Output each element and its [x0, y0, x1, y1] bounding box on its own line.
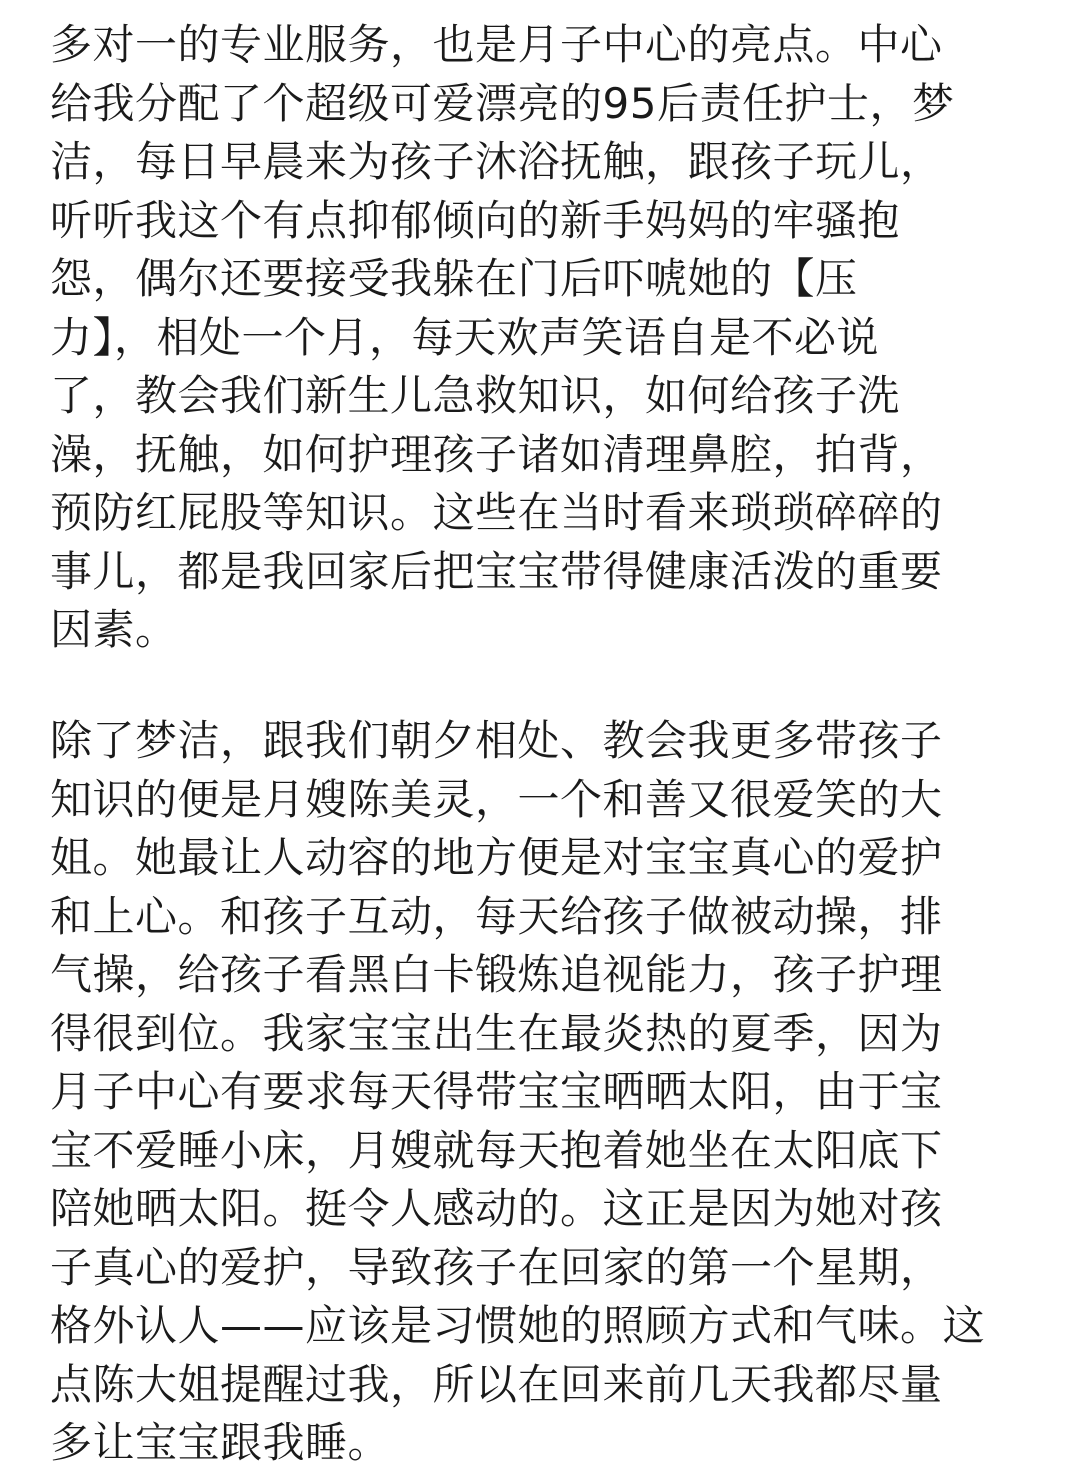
- text-line: 多让宝宝跟我睡。: [50, 1418, 391, 1467]
- text-line: 格外认人——应该是习惯她的照顾方式和气味。这: [50, 1301, 986, 1350]
- text-line: 因素。: [50, 605, 178, 654]
- text-line: 预防红屁股等知识。这些在当时看来琐琐碎碎的: [50, 488, 943, 537]
- paragraph-2: [50, 712, 985, 1473]
- text-line: 给我分配了个超级可爱漂亮的95后责任护士，梦: [50, 78, 955, 128]
- text-line: 事儿，都是我回家后把宝宝带得健康活泼的重要: [50, 546, 943, 596]
- text-line: 宝不爱睡小床，月嫂就每天抱着她坐在太阳底下: [50, 1125, 943, 1175]
- text-line: 陪她晒太阳。挺令人感动的。这正是因为她对孩: [50, 1184, 943, 1233]
- text-line: 和上心。和孩子互动，每天给孩子做被动操，排: [50, 891, 943, 941]
- text-line: 怨，偶尔还要接受我躲在门后吓唬她的【压: [50, 254, 858, 303]
- text-line: 多对一的专业服务，也是月子中心的亮点。中心: [50, 20, 943, 69]
- text-line: 月子中心有要求每天得带宝宝晒晒太阳，由于宝: [50, 1067, 943, 1116]
- text-line: 气操，给孩子看黑白卡锻炼追视能力，孩子护理: [50, 950, 943, 999]
- paragraph-1: [50, 16, 954, 660]
- text-line: 点陈大姐提醒过我，所以在回来前几天我都尽量: [50, 1359, 943, 1409]
- text-line: 姐。她最让人动容的地方便是对宝宝真心的爱护: [50, 833, 943, 882]
- text-line: 子真心的爱护，导致孩子在回家的第一个星期，: [50, 1242, 943, 1292]
- text-line: 听听我这个有点抑郁倾向的新手妈妈的牢骚抱: [50, 195, 901, 245]
- text-line: 知识的便是月嫂陈美灵，一个和善又很爱笑的大: [50, 774, 943, 824]
- text-line: 了，教会我们新生儿急救知识，如何给孩子洗: [50, 371, 901, 420]
- text-line: 洁，每日早晨来为孩子沐浴抚触，跟孩子玩儿，: [50, 137, 943, 186]
- text-line: 除了梦洁，跟我们朝夕相处、教会我更多带孩子: [50, 716, 943, 765]
- text-line: 得很到位。我家宝宝出生在最炎热的夏季，因为: [50, 1008, 943, 1058]
- text-line: 澡，抚触，如何护理孩子诸如清理鼻腔，拍背，: [50, 429, 943, 479]
- text-line: 力】，相处一个月，每天欢声笑语自是不必说: [50, 312, 880, 362]
